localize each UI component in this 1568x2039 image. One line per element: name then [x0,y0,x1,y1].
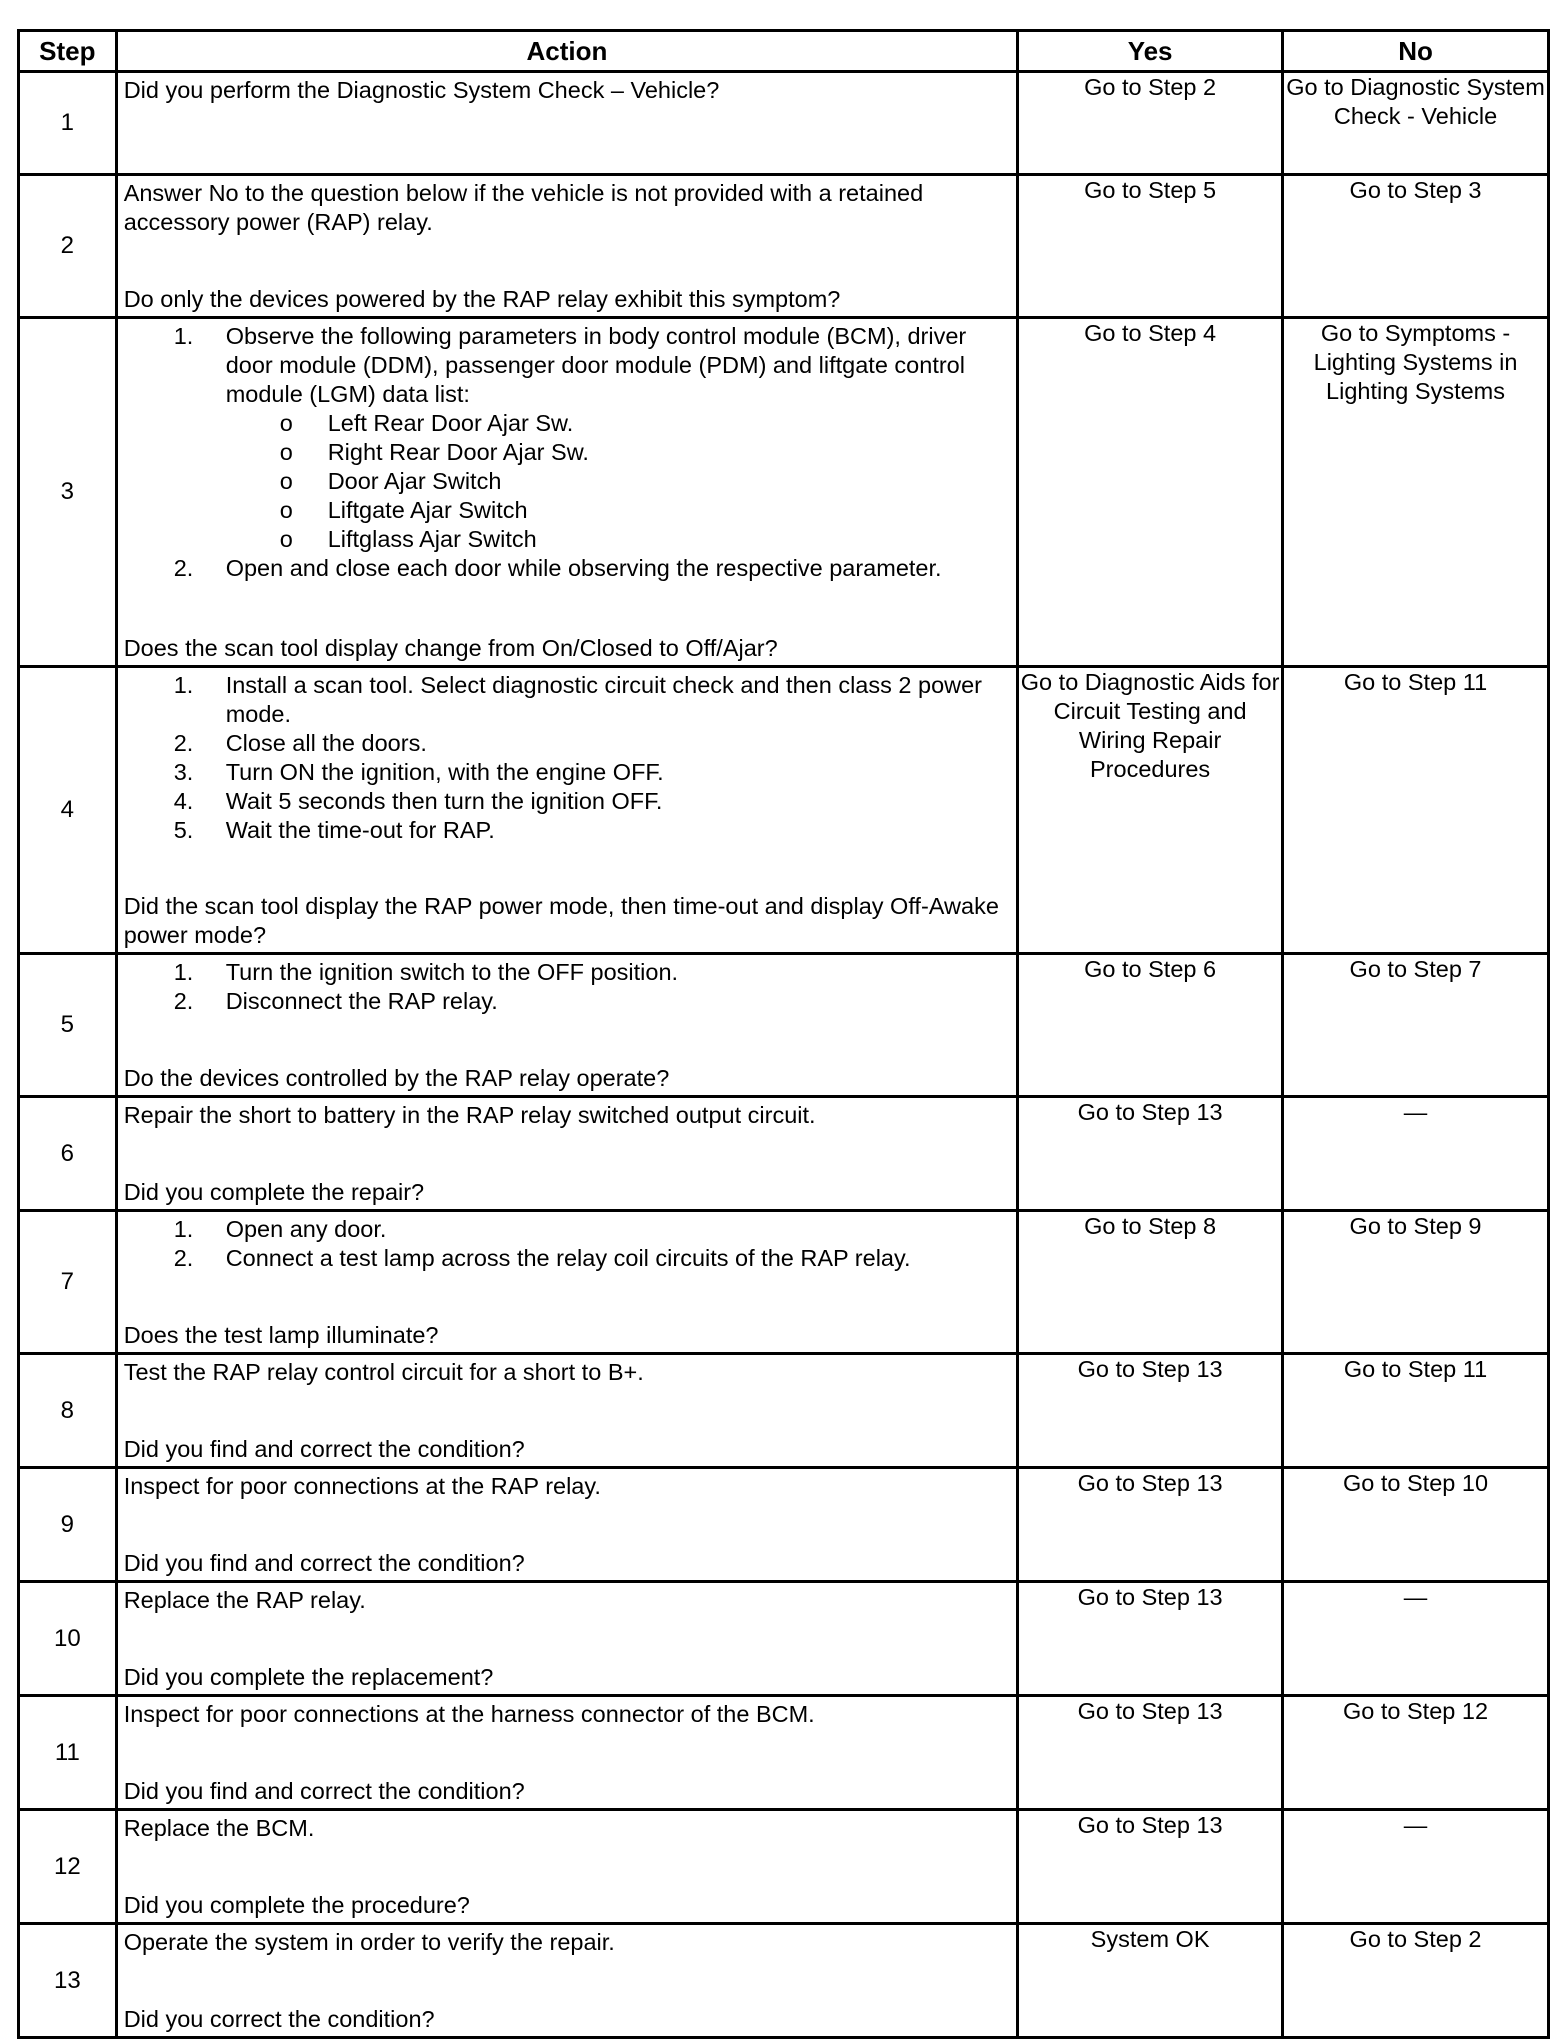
parameter-item: o Left Rear Door Ajar Sw. [279,410,574,436]
action-cell [116,1810,1017,1924]
table-row [19,1211,1549,1354]
table-row [19,318,1549,667]
step-number: 13 [19,1924,117,2038]
action-cell [116,318,1017,667]
procedure-list [124,322,1010,583]
action-cell [116,1354,1017,1468]
action-text: Inspect for poor connections at the RAP relay. [123,1473,601,1499]
parameter-item: o Liftgate Ajar Switch [279,497,528,523]
no-cell: — [1283,1097,1549,1211]
yes-cell: Go to Step 4 [1018,318,1283,667]
no-cell: — [1283,1582,1549,1696]
procedure-step: Turn the ignition switch to the OFF position. [225,959,679,985]
action-text: Replace the BCM. [123,1815,315,1841]
action-cell [116,1696,1017,1810]
step-number: 4 [19,667,117,954]
no-cell: Go to Step 2 [1283,1924,1549,2038]
procedure-step: Open any door. [225,1216,387,1242]
question-text: Did you complete the repair? [123,1179,425,1205]
question-text: Did you find and correct the condition? [123,1778,525,1804]
step-number: 1 [19,72,117,175]
procedure-step: Wait 5 seconds then turn the ignition OFF. [225,788,663,814]
no-cell: Go to Diagnostic System Check - Vehicle [1283,72,1549,175]
procedure-step: Wait the time-out for RAP. [225,817,495,843]
table-row [19,1696,1549,1810]
action-cell [116,1924,1017,2038]
action-text: Operate the system in order to verify the repair. [123,1929,615,1955]
parameter-item: o Door Ajar Switch [279,468,502,494]
step-number: 9 [19,1468,117,1582]
procedure-list [124,958,1010,1016]
yes-cell: Go to Step 13 [1018,1097,1283,1211]
header-step: Step [19,31,117,72]
header-action: Action [116,31,1017,72]
yes-cell: Go to Step 13 [1018,1810,1283,1924]
action-text: Did you perform the Diagnostic System Check – Vehicle? [123,77,720,103]
table-row [19,667,1549,954]
action-text: Replace the RAP relay. [123,1587,366,1613]
yes-cell: Go to Step 13 [1018,1468,1283,1582]
table-row [19,1582,1549,1696]
procedure-step: Close all the doors. [225,730,427,756]
yes-cell: Go to Step 2 [1018,72,1283,175]
table-row [19,1468,1549,1582]
no-cell: Go to Step 10 [1283,1468,1549,1582]
action-cell [116,1211,1017,1354]
header-row [19,31,1549,72]
yes-cell: Go to Step 13 [1018,1582,1283,1696]
action-cell [116,1468,1017,1582]
no-cell: Go to Step 11 [1283,1354,1549,1468]
no-cell: Go to Step 3 [1283,175,1549,318]
table-row [19,954,1549,1097]
table-row [19,72,1549,175]
action-cell [116,1582,1017,1696]
procedure-step: Disconnect the RAP relay. [225,988,498,1014]
no-cell: Go to Step 12 [1283,1696,1549,1810]
parameter-item: o Right Rear Door Ajar Sw. [279,439,589,465]
procedure-step: Turn ON the ignition, with the engine OFF. [225,759,664,785]
parameter-list [226,409,1010,554]
yes-cell: Go to Step 8 [1018,1211,1283,1354]
yes-cell: Go to Step 13 [1018,1354,1283,1468]
no-cell: — [1283,1810,1549,1924]
table-row [19,175,1549,318]
procedure-step: Open and close each door while observing the respective parameter. [225,555,942,581]
diagnostic-table [17,29,1550,2039]
question-text: Does the test lamp illuminate? [123,1322,439,1348]
no-cell: Go to Step 7 [1283,954,1549,1097]
procedure-step: Connect a test lamp across the relay coil circuits of the RAP relay. [225,1245,911,1271]
action-cell [116,1097,1017,1211]
step-number: 5 [19,954,117,1097]
question-text: Does the scan tool display change from On/Closed to Off/Ajar? [123,635,778,661]
step-number: 7 [19,1211,117,1354]
step-number: 6 [19,1097,117,1211]
yes-cell: System OK [1018,1924,1283,2038]
question-text: Did you complete the procedure? [123,1892,470,1918]
step-number: 11 [19,1696,117,1810]
step-number: 12 [19,1810,117,1924]
action-cell [116,954,1017,1097]
action-text: Inspect for poor connections at the harness connector of the BCM. [123,1701,815,1727]
table-row [19,1810,1549,1924]
yes-cell: Go to Step 5 [1018,175,1283,318]
question-text: Did you find and correct the condition? [123,1550,525,1576]
no-cell: Go to Symptoms - Lighting Systems in Lighting Systems [1283,318,1549,667]
step-number: 10 [19,1582,117,1696]
question-text: Did you correct the condition? [123,2006,435,2032]
question-text: Did you find and correct the condition? [123,1436,525,1462]
action-text: Test the RAP relay control circuit for a short to B+. [123,1359,644,1385]
header-yes: Yes [1018,31,1283,72]
procedure-list [124,671,1010,845]
action-cell [116,72,1017,175]
procedure-list [124,1215,1010,1273]
no-cell: Go to Step 11 [1283,667,1549,954]
step-number: 3 [19,318,117,667]
yes-cell: Go to Step 13 [1018,1696,1283,1810]
parameter-item: o Liftglass Ajar Switch [279,526,537,552]
action-text: Answer No to the question below if the vehicle is not provided with a retained accessory power (RAP) relay. [123,180,924,235]
action-cell [116,175,1017,318]
action-cell [116,667,1017,954]
question-text: Did you complete the replacement? [123,1664,494,1690]
table-row [19,1924,1549,2038]
yes-cell: Go to Step 6 [1018,954,1283,1097]
question-text: Do the devices controlled by the RAP relay operate? [123,1065,670,1091]
step-number: 2 [19,175,117,318]
yes-cell: Go to Diagnostic Aids for Circuit Testing and Wiring Repair Procedures [1018,667,1283,954]
question-text: Do only the devices powered by the RAP relay exhibit this symptom? [123,286,841,312]
question-text: Did the scan tool display the RAP power mode, then time-out and display Off-Awake power mode? [123,893,999,948]
header-no: No [1283,31,1549,72]
table-row [19,1097,1549,1211]
procedure-step: Observe the following parameters in body control module (BCM), driver door module (DDM), passenger door module (PDM) and liftgate control module (LGM) data list: o Left Rear Door Ajar Sw. o Right Rear Door Ajar Sw. o Door Ajar Switch o Liftgate Ajar Switch o Liftglass Ajar Switch [226,322,1010,554]
action-text: Repair the short to battery in the RAP relay switched output circuit. [123,1102,816,1128]
procedure-step: Install a scan tool. Select diagnostic circuit check and then class 2 power mode. [225,672,983,727]
table-row [19,1354,1549,1468]
step-number: 8 [19,1354,117,1468]
no-cell: Go to Step 9 [1283,1211,1549,1354]
